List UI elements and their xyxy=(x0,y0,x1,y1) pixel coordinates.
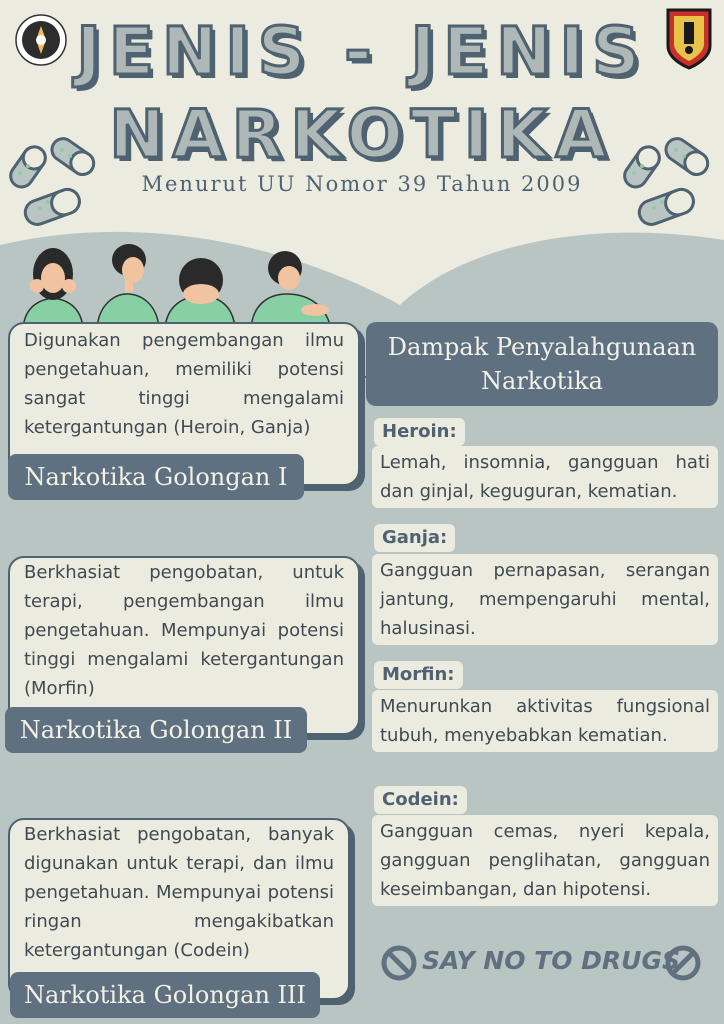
golongan-1-label: Narkotika Golongan I xyxy=(8,454,304,500)
no-sign-icon xyxy=(380,944,418,982)
title-line-1: JENIS - JENIS xyxy=(76,13,648,90)
golongan-2-label: Narkotika Golongan II xyxy=(5,707,307,753)
people-illustration xyxy=(15,238,345,330)
golongan-1-description: Digunakan pengembangan ilmu pengetahuan, memiliki potensi sangat tinggi mengalami ketergantungan (Heroin, Ganja) xyxy=(24,330,344,438)
title-line-2: NARKOTIKA xyxy=(109,96,615,173)
golongan-3-label: Narkotika Golongan III xyxy=(10,972,320,1018)
dampak-title: Dampak Penyalahgunaan Narkotika xyxy=(366,322,718,406)
capsule-icon xyxy=(614,128,724,228)
slogan-text: SAY NO TO DRUGS xyxy=(422,946,681,975)
subtitle: Menurut UU Nomor 39 Tahun 2009 xyxy=(141,172,583,196)
golongan-3-description: Berkhasiat pengobatan, banyak digunakan untuk terapi, dan ilmu pengetahuan. Mempunyai potensi ringan mengakibatkan ketergantungan (Codein) xyxy=(24,824,334,961)
capsule-icon xyxy=(0,128,110,228)
dampak-ganja-name: Ganja: xyxy=(374,524,455,552)
dampak-codein-text: Gangguan cemas, nyeri kepala, gangguan penglihatan, gangguan keseimbangan, dan hipotensi. xyxy=(372,815,718,906)
dampak-heroin-text: Lemah, insomnia, gangguan hati dan ginjal, keguguran, kematian. xyxy=(372,446,718,508)
golongan-2-description: Berkhasiat pengobatan, untuk terapi, pengembangan ilmu pengetahuan. Mempunyai potensi tinggi mengalami ketergantungan (Morfin) xyxy=(24,562,344,699)
dampak-ganja-text: Gangguan pernapasan, serangan jantung, mempengaruhi mental, halusinasi. xyxy=(372,554,718,645)
dampak-morfin-name: Morfin: xyxy=(374,661,463,689)
dampak-morfin-text: Menurunkan aktivitas fungsional tubuh, menyebabkan kematian. xyxy=(372,690,718,752)
dampak-codein-name: Codein: xyxy=(374,786,467,814)
no-sign-icon xyxy=(664,944,702,982)
dampak-heroin-name: Heroin: xyxy=(374,418,465,446)
